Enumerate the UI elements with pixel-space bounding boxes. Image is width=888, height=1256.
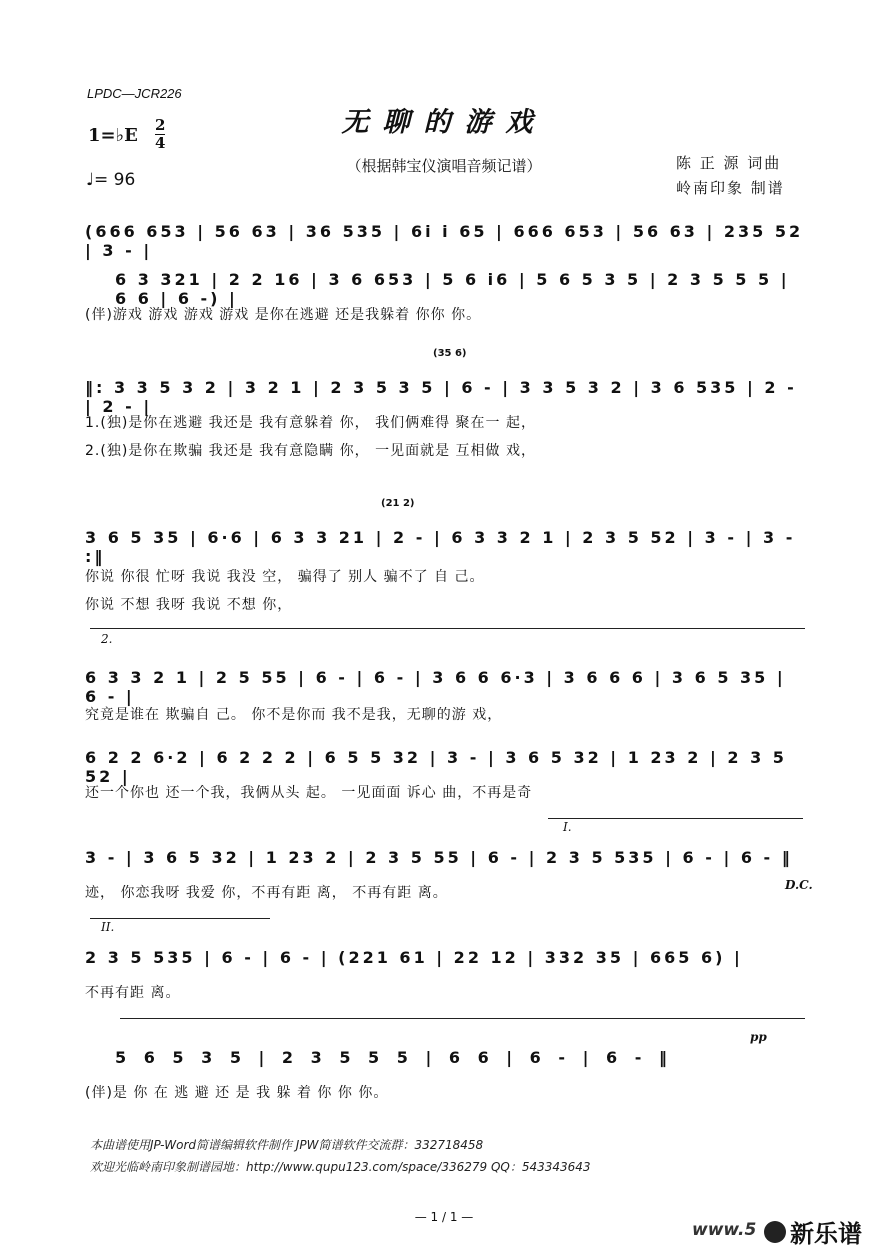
volta-bracket	[90, 628, 805, 629]
notation: 6 3 3 2 1 | 2 5 55 | 6 - | 6 - | 3 6 6 6·3 | 3 6 6 6 | 3 6 5 35 | 6 - |	[85, 668, 786, 706]
volta-label: I.	[563, 820, 572, 834]
lyric-verse-2: 2.(独)是你在欺骗 我还是 我有意隐瞒 你， 一见面就是 互相做 戏，	[85, 443, 536, 459]
lyric: 还一个你也 还一个我，我俩从头 起。 一见面面 诉心 曲，不再是奇	[85, 785, 533, 801]
lyric: 不再有距 离。	[85, 985, 181, 1001]
lyric: (伴)游戏 游戏 游戏 游戏 是你在逃避 还是我躲着 你你 你。	[85, 307, 482, 323]
dc-mark: D.C.	[785, 878, 813, 892]
watermark-brand: 新乐谱	[790, 1220, 862, 1248]
notation: 3 - | 3 6 5 32 | 1 23 2 | 2 3 5 55 | 6 - | 2 3 5 535 | 6 - | 6 - ‖	[85, 848, 793, 867]
notation: 6 3 321 | 2 2 16 | 3 6 653 | 5 6 i6 | 5 6 5 3 5 | 2 3 5 5 5 | 6 6 | 6 -) |	[115, 270, 790, 308]
page-title: 无聊的游戏	[341, 107, 547, 138]
time-signature	[155, 118, 165, 151]
key-signature: 1=♭E	[88, 125, 138, 146]
watermark-url: www.5	[692, 1220, 757, 1240]
credit-lyrics-music: 陈 正 源 词曲	[676, 154, 782, 172]
lyric: 迹， 你恋我呀 我爱 你，不再有距 离， 不再有距 离。	[85, 885, 448, 901]
logo-icon	[764, 1221, 786, 1243]
credit-transcriber: 岭南印象 制谱	[676, 179, 785, 197]
volta-bracket	[90, 918, 270, 919]
page-number: — 1 / 1 —	[414, 1210, 474, 1224]
volta-label: 2.	[101, 632, 113, 646]
lyric-verse-1: 1.(独)是你在逃避 我还是 我有意躲着 你， 我们俩难得 聚在一 起，	[85, 415, 536, 431]
notation: 3 6 5 35 | 6·6 | 6 3 3 21 | 2 - | 6 3 3 2 1 | 2 3 5 52 | 3 - | 3 - :‖	[85, 528, 796, 566]
volta-bracket	[548, 818, 803, 819]
dynamic-mark: pp	[750, 1030, 767, 1044]
volta-label: II.	[101, 920, 115, 934]
score-code: LPDC—JCR226	[87, 86, 182, 101]
notation: 5 6 5 3 5 | 2 3 5 5 5 | 6 6 | 6 - | 6 - ‖	[115, 1048, 673, 1067]
tempo-mark: ♩= 96	[86, 170, 136, 190]
lyric-verse-1: 你说 你很 忙呀 我说 我没 空， 骗得了 别人 骗不了 自 己。	[85, 569, 485, 585]
lyric-verse-2: 你说 不想 我呀 我说 不想 你，	[85, 597, 293, 613]
meter-bottom: 4	[155, 134, 166, 152]
grace-notes: (35 6)	[433, 348, 467, 359]
subtitle: （根据韩宝仪演唱音频记谱）	[346, 157, 542, 175]
notation: 2 3 5 535 | 6 - | 6 - | (221 61 | 22 12 | 332 35 | 665 6) |	[85, 948, 743, 967]
meter-top: 2	[155, 116, 166, 134]
notation: ‖: 3 3 5 3 2 | 3 2 1 | 2 3 5 3 5 | 6 - | 3 3 5 3 2 | 3 6 535 | 2 - | 2 - |	[85, 378, 797, 416]
grace-notes: (21 2)	[381, 498, 415, 509]
lyric: 究竟是谁在 欺骗自 己。 你不是你而 我不是我，无聊的游 戏，	[85, 707, 503, 723]
lyric: (伴)是 你 在 逃 避 还 是 我 躲 着 你 你 你。	[85, 1085, 389, 1101]
notation: (666 653 | 56 63 | 36 535 | 6i i 65 | 666 653 | 56 63 | 235 52 | 3 - |	[85, 222, 804, 260]
notation: 6 2 2 6·2 | 6 2 2 2 | 6 5 5 32 | 3 - | 3 6 5 32 | 1 23 2 | 2 3 5 52 |	[85, 748, 787, 786]
staff-bracket	[120, 1018, 805, 1019]
footer-software: 本曲谱使用JP-Word简谱编辑软件制作 JPW简谱软件交流群：332718458	[90, 1138, 484, 1152]
footer-links: 欢迎光临岭南印象制谱园地：http://www.qupu123.com/space/336279 QQ：543343643	[90, 1160, 591, 1174]
